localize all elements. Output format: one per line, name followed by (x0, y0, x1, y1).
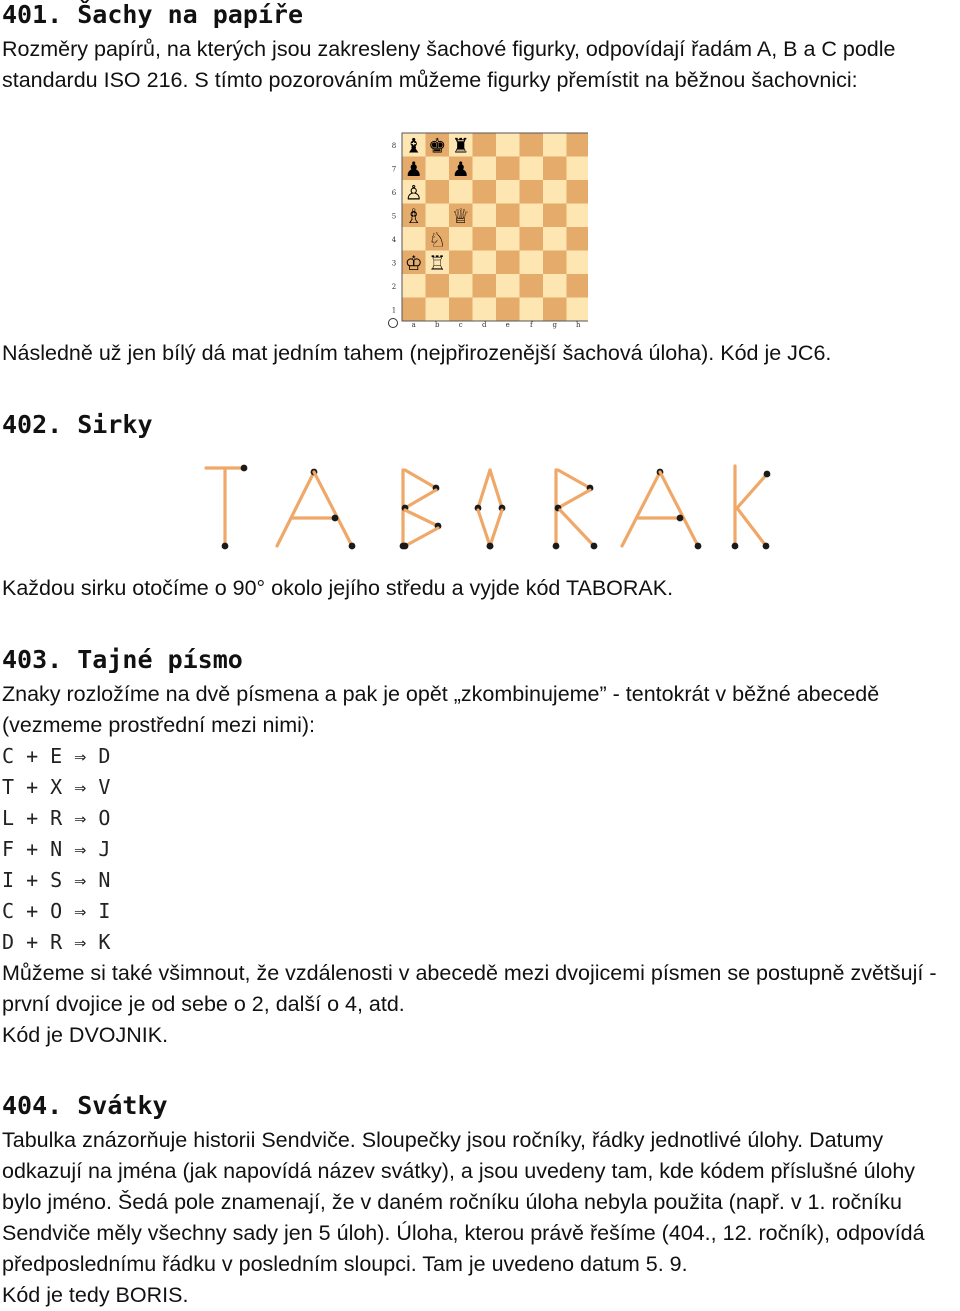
file-label: e (505, 321, 510, 329)
board-square (543, 298, 567, 322)
matchstick (660, 472, 701, 549)
paragraph-403-code: Kód je DVOJNIK. (2, 1023, 169, 1047)
board-square (496, 274, 520, 298)
combination-row: T + X ⇒ V (2, 775, 111, 799)
chess-piece-icon: ♙ (404, 180, 423, 205)
board-square (496, 180, 520, 204)
board-square (449, 180, 473, 204)
board-square (426, 274, 450, 298)
file-label: f (529, 321, 533, 329)
board-square (567, 298, 589, 322)
combination-row: D + R ⇒ K (2, 930, 111, 954)
matchstick (490, 470, 505, 511)
file-label: h (575, 321, 581, 329)
board-square (496, 227, 520, 251)
board-square (473, 251, 497, 275)
board-square (496, 133, 520, 157)
matchstick (737, 508, 769, 549)
board-square (520, 251, 544, 275)
board-square (520, 157, 544, 181)
board-square (496, 251, 520, 275)
matchstick (555, 490, 590, 511)
section-403 (2, 645, 958, 1051)
board-square (567, 180, 589, 204)
matchstick (292, 515, 338, 522)
board-square (426, 157, 450, 181)
chess-piece-icon: ♜ (451, 133, 470, 158)
combination-row: C + O ⇒ I (2, 899, 111, 923)
board-square (567, 274, 589, 298)
file-label: b (435, 321, 440, 329)
board-square (567, 157, 589, 181)
board-square (543, 180, 567, 204)
board-square (520, 204, 544, 228)
matchstick (206, 465, 247, 472)
rank-label: 1 (391, 306, 397, 315)
board-square (520, 227, 544, 251)
file-label: c (458, 321, 463, 329)
matchstick (737, 471, 770, 508)
side-to-move-icon (389, 319, 398, 328)
board-square (449, 227, 473, 251)
section-404 (2, 1091, 958, 1311)
board-square (402, 274, 426, 298)
board-square (473, 204, 497, 228)
section-401 (2, 0, 958, 96)
board-square (473, 180, 497, 204)
board-square (473, 227, 497, 251)
rank-label: 7 (391, 165, 397, 174)
board-square (496, 157, 520, 181)
chess-piece-icon: ♘ (428, 227, 447, 252)
chess-piece-icon: ♗ (404, 204, 423, 228)
matchstick (487, 510, 502, 549)
matchstick (638, 515, 683, 522)
matchstick (314, 472, 355, 549)
rank-label: 2 (391, 283, 397, 291)
chess-piece-icon: ♚ (428, 133, 447, 158)
board-square (402, 227, 426, 251)
board-square (426, 298, 450, 322)
paragraph-401-result: Následně už jen bílý dá mat jedním tahem (nejpřirozenější šachová úloha). Kód je JC6. (2, 341, 832, 365)
board-square (543, 204, 567, 228)
paragraph-403-observation: Můžeme si také všimnout, že vzdálenosti v abecedě mezi dvojicemi písmen se postupně zvětšují - první dvojice je od sebe o 2, další o 4, atd. (2, 961, 937, 1016)
board-square (449, 298, 473, 322)
board-square (473, 274, 497, 298)
matchsticks-figure (200, 458, 772, 554)
heading-402: 402. Sirky (2, 410, 153, 439)
matchstick (402, 490, 436, 511)
board-square (449, 251, 473, 275)
board-square (543, 157, 567, 181)
board-square (520, 180, 544, 204)
board-square (543, 274, 567, 298)
paragraph-404-description: Tabulka znázorňuje historii Sendviče. Sloupečky jsou ročníky, řádky jednotlivé úlohy. Datumy odkazují na jména (jak napovídá název svátky), a jsou uvedeny tam, kde kódem příslušné úlohy bylo jméno. Šedá pole znamenají, že v daném ročníku úloha nebyla použita (např. v 1. ročníku Sendviče měly všechny sady jen 5 úloh). Úloha, kterou právě řešíme (404., 12. ročník), odpovídá předposlednímu řádku v posledním sloupci. Tam je uvedeno datum 5. 9. (2, 1128, 925, 1276)
rank-label: 3 (391, 259, 397, 268)
board-square (567, 204, 589, 228)
board-square (449, 274, 473, 298)
file-label: d (482, 321, 487, 329)
heading-404: 404. Svátky (2, 1091, 168, 1120)
board-square (496, 204, 520, 228)
board-square (543, 227, 567, 251)
paragraph-404-code: Kód je tedy BORIS. (2, 1283, 189, 1307)
combination-row: F + N ⇒ J (2, 837, 111, 861)
chess-piece-icon: ♟ (451, 157, 470, 181)
rank-label: 4 (391, 236, 397, 244)
chessboard-diagram (386, 131, 588, 331)
chess-piece-icon: ♖ (428, 251, 447, 275)
heading-401: 401. Šachy na papíře (2, 0, 304, 29)
board-square (520, 133, 544, 157)
file-label: g (552, 321, 557, 329)
rank-label: 6 (391, 189, 397, 197)
board-square (543, 133, 567, 157)
board-square (567, 251, 589, 275)
matchstick (222, 470, 229, 549)
combination-row: L + R ⇒ O (2, 806, 111, 830)
letter-combination-list (2, 741, 958, 958)
file-label: a (411, 321, 416, 329)
paragraph-403-intro: Znaky rozložíme na dvě písmena a pak je opět „zkombinujeme” - tentokrát v běžné abecedě (vezmeme prostřední mezi nimi): (2, 682, 880, 737)
board-square (473, 157, 497, 181)
rank-label: 5 (391, 212, 397, 221)
chess-piece-icon: ♕ (451, 204, 470, 228)
matchstick (405, 470, 439, 491)
matchstick (402, 528, 438, 549)
board-square (567, 227, 589, 251)
combination-row: C + E ⇒ D (2, 744, 111, 768)
paragraph-402-result: Každou sirku otočíme o 90° okolo jejího středu a vyjde kód TABORAK. (2, 576, 674, 600)
chess-piece-icon: ♟ (404, 157, 423, 181)
board-square (473, 133, 497, 157)
board-square (496, 298, 520, 322)
board-square (567, 133, 589, 157)
rank-label: 8 (391, 142, 397, 150)
matchstick (277, 469, 317, 546)
matchstick (622, 469, 663, 546)
board-square (543, 251, 567, 275)
matchstick (558, 470, 593, 491)
matchstick (475, 470, 490, 511)
paragraph-401-intro: Rozměry papírů, na kterých jsou zakresleny šachové figurky, odpovídají řadám A, B a C podle standardu ISO 216. S tímto pozorováním můžeme figurky přemístit na běžnou šachovnici: (2, 37, 896, 92)
combination-row: I + S ⇒ N (2, 868, 111, 892)
board-square (426, 204, 450, 228)
matchstick (560, 510, 597, 549)
heading-403: 403. Tajné písmo (2, 645, 243, 674)
matchstick (405, 510, 441, 529)
board-square (473, 298, 497, 322)
board-square (520, 298, 544, 322)
board-square (402, 298, 426, 322)
chess-piece-icon: ♝ (404, 133, 423, 158)
board-square (426, 180, 450, 204)
chess-piece-icon: ♔ (404, 251, 423, 275)
board-square (520, 274, 544, 298)
